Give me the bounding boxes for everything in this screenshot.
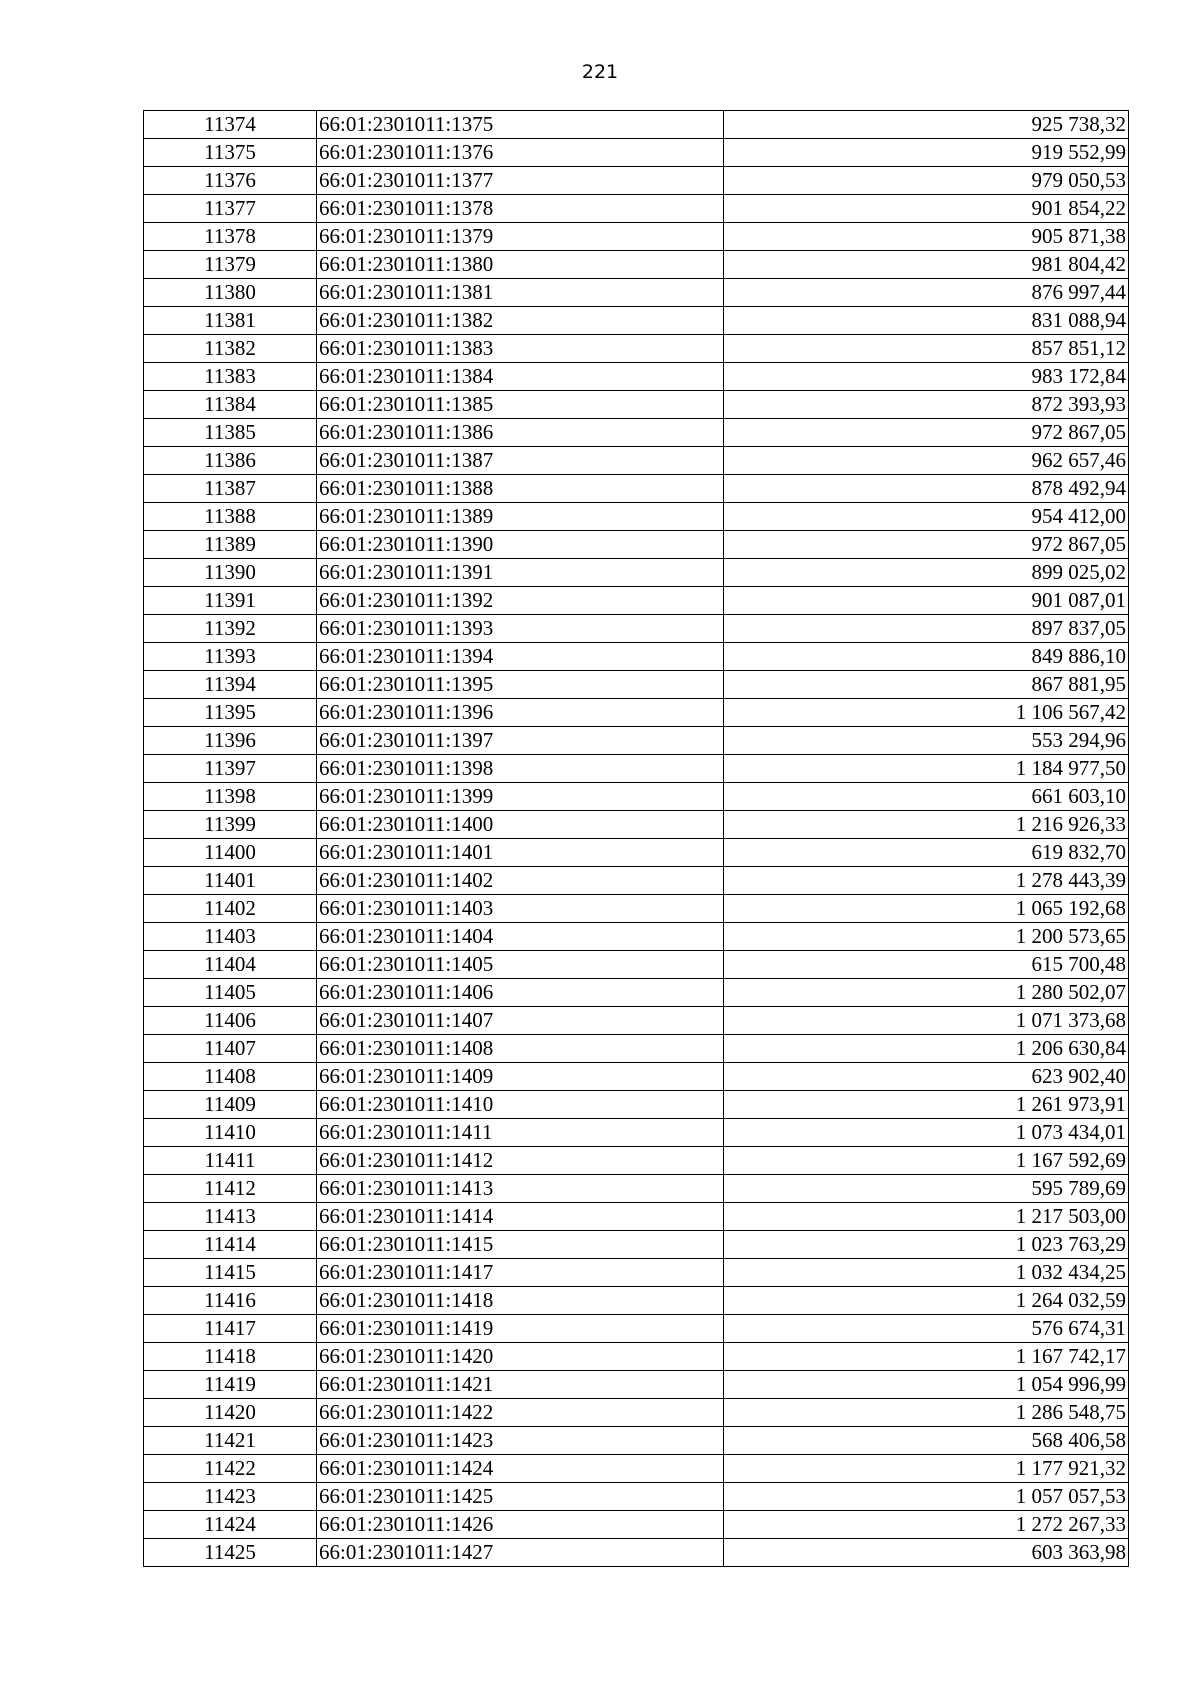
cadastral-number-cell: 66:01:2301011:1414 (317, 1203, 724, 1231)
table-row (144, 1147, 1129, 1175)
cadastral-value-cell: 1 217 503,00 (724, 1203, 1129, 1231)
cadastral-value-cell: 619 832,70 (724, 839, 1129, 867)
table-row (144, 111, 1129, 139)
page-number: 221 (581, 61, 619, 83)
row-number-cell: 11407 (144, 1035, 317, 1063)
cadastral-number-cell: 66:01:2301011:1386 (317, 419, 724, 447)
cadastral-value-cell: 1 184 977,50 (724, 755, 1129, 783)
cadastral-value-cell: 831 088,94 (724, 307, 1129, 335)
table-row (144, 1007, 1129, 1035)
cadastral-number-cell: 66:01:2301011:1403 (317, 895, 724, 923)
row-number-cell: 11400 (144, 839, 317, 867)
cadastral-value-cell: 553 294,96 (724, 727, 1129, 755)
cadastral-number-cell: 66:01:2301011:1422 (317, 1399, 724, 1427)
table-row (144, 979, 1129, 1007)
row-number-cell: 11401 (144, 867, 317, 895)
table-row (144, 447, 1129, 475)
cadastral-number-cell: 66:01:2301011:1392 (317, 587, 724, 615)
cadastral-number-cell: 66:01:2301011:1384 (317, 363, 724, 391)
row-number-cell: 11420 (144, 1399, 317, 1427)
table-row (144, 1371, 1129, 1399)
table-row (144, 1315, 1129, 1343)
cadastral-number-cell: 66:01:2301011:1418 (317, 1287, 724, 1315)
table-row (144, 1539, 1129, 1567)
cadastral-number-cell: 66:01:2301011:1394 (317, 643, 724, 671)
row-number-cell: 11376 (144, 167, 317, 195)
row-number-cell: 11386 (144, 447, 317, 475)
row-number-cell: 11374 (144, 111, 317, 139)
row-number-cell: 11383 (144, 363, 317, 391)
row-number-cell: 11394 (144, 671, 317, 699)
table-row (144, 391, 1129, 419)
cadastral-number-cell: 66:01:2301011:1389 (317, 503, 724, 531)
cadastral-value-cell: 867 881,95 (724, 671, 1129, 699)
cadastral-number-cell: 66:01:2301011:1406 (317, 979, 724, 1007)
table-row (144, 923, 1129, 951)
cadastral-value-cell: 954 412,00 (724, 503, 1129, 531)
cadastral-number-cell: 66:01:2301011:1402 (317, 867, 724, 895)
cadastral-value-cell: 981 804,42 (724, 251, 1129, 279)
cadastral-number-cell: 66:01:2301011:1420 (317, 1343, 724, 1371)
table-row (144, 531, 1129, 559)
cadastral-number-cell: 66:01:2301011:1391 (317, 559, 724, 587)
cadastral-number-cell: 66:01:2301011:1387 (317, 447, 724, 475)
row-number-cell: 11402 (144, 895, 317, 923)
table-row (144, 615, 1129, 643)
cadastral-value-cell: 849 886,10 (724, 643, 1129, 671)
table-row (144, 475, 1129, 503)
cadastral-number-cell: 66:01:2301011:1393 (317, 615, 724, 643)
table-row (144, 139, 1129, 167)
cadastral-number-cell: 66:01:2301011:1379 (317, 223, 724, 251)
cadastral-value-cell: 1 073 434,01 (724, 1119, 1129, 1147)
table-row (144, 223, 1129, 251)
cadastral-value-cell: 623 902,40 (724, 1063, 1129, 1091)
row-number-cell: 11379 (144, 251, 317, 279)
table-body (144, 111, 1129, 1567)
table-row (144, 587, 1129, 615)
cadastral-value-cell: 901 087,01 (724, 587, 1129, 615)
table-row (144, 867, 1129, 895)
cadastral-value-cell: 872 393,93 (724, 391, 1129, 419)
cadastral-value-cell: 962 657,46 (724, 447, 1129, 475)
cadastral-value-cell: 905 871,38 (724, 223, 1129, 251)
table-row (144, 335, 1129, 363)
cadastral-value-cell: 1 206 630,84 (724, 1035, 1129, 1063)
table-row (144, 363, 1129, 391)
cadastral-number-cell: 66:01:2301011:1377 (317, 167, 724, 195)
table-row (144, 1035, 1129, 1063)
cadastral-number-cell: 66:01:2301011:1380 (317, 251, 724, 279)
table-row (144, 1175, 1129, 1203)
table-row (144, 419, 1129, 447)
cadastral-value-cell: 1 272 267,33 (724, 1511, 1129, 1539)
row-number-cell: 11417 (144, 1315, 317, 1343)
table-row (144, 1231, 1129, 1259)
cadastral-value-cell: 897 837,05 (724, 615, 1129, 643)
cadastral-value-cell: 972 867,05 (724, 531, 1129, 559)
table-row (144, 1203, 1129, 1231)
table-row (144, 839, 1129, 867)
table-row (144, 279, 1129, 307)
row-number-cell: 11416 (144, 1287, 317, 1315)
row-number-cell: 11405 (144, 979, 317, 1007)
row-number-cell: 11381 (144, 307, 317, 335)
row-number-cell: 11378 (144, 223, 317, 251)
cadastral-value-cell: 1 261 973,91 (724, 1091, 1129, 1119)
cadastral-value-cell: 878 492,94 (724, 475, 1129, 503)
cadastral-number-cell: 66:01:2301011:1388 (317, 475, 724, 503)
table-row (144, 811, 1129, 839)
cadastral-value-cell: 876 997,44 (724, 279, 1129, 307)
cadastral-number-cell: 66:01:2301011:1383 (317, 335, 724, 363)
cadastral-value-cell: 857 851,12 (724, 335, 1129, 363)
row-number-cell: 11396 (144, 727, 317, 755)
cadastral-number-cell: 66:01:2301011:1407 (317, 1007, 724, 1035)
table-row (144, 559, 1129, 587)
cadastral-number-cell: 66:01:2301011:1423 (317, 1427, 724, 1455)
row-number-cell: 11423 (144, 1483, 317, 1511)
cadastral-number-cell: 66:01:2301011:1382 (317, 307, 724, 335)
row-number-cell: 11425 (144, 1539, 317, 1567)
cadastral-number-cell: 66:01:2301011:1404 (317, 923, 724, 951)
table-row (144, 167, 1129, 195)
cadastral-value-cell: 1 071 373,68 (724, 1007, 1129, 1035)
table-row (144, 1091, 1129, 1119)
row-number-cell: 11393 (144, 643, 317, 671)
cadastral-number-cell: 66:01:2301011:1410 (317, 1091, 724, 1119)
table-row (144, 1259, 1129, 1287)
table-row (144, 1511, 1129, 1539)
cadastral-value-cell: 603 363,98 (724, 1539, 1129, 1567)
table-row (144, 1427, 1129, 1455)
table-row (144, 699, 1129, 727)
row-number-cell: 11377 (144, 195, 317, 223)
cadastral-number-cell: 66:01:2301011:1405 (317, 951, 724, 979)
row-number-cell: 11388 (144, 503, 317, 531)
cadastral-number-cell: 66:01:2301011:1417 (317, 1259, 724, 1287)
table-row (144, 1287, 1129, 1315)
cadastral-number-cell: 66:01:2301011:1385 (317, 391, 724, 419)
cadastral-value-cell: 595 789,69 (724, 1175, 1129, 1203)
cadastral-number-cell: 66:01:2301011:1415 (317, 1231, 724, 1259)
cadastral-value-cell: 1 167 592,69 (724, 1147, 1129, 1175)
cadastral-number-cell: 66:01:2301011:1375 (317, 111, 724, 139)
row-number-cell: 11390 (144, 559, 317, 587)
table-row (144, 1483, 1129, 1511)
cadastral-number-cell: 66:01:2301011:1408 (317, 1035, 724, 1063)
row-number-cell: 11413 (144, 1203, 317, 1231)
cadastral-value-cell: 661 603,10 (724, 783, 1129, 811)
cadastral-value-cell: 1 280 502,07 (724, 979, 1129, 1007)
row-number-cell: 11422 (144, 1455, 317, 1483)
row-number-cell: 11399 (144, 811, 317, 839)
cadastral-number-cell: 66:01:2301011:1399 (317, 783, 724, 811)
row-number-cell: 11375 (144, 139, 317, 167)
row-number-cell: 11387 (144, 475, 317, 503)
cadastral-number-cell: 66:01:2301011:1397 (317, 727, 724, 755)
row-number-cell: 11411 (144, 1147, 317, 1175)
row-number-cell: 11380 (144, 279, 317, 307)
row-number-cell: 11412 (144, 1175, 317, 1203)
cadastral-value-cell: 1 065 192,68 (724, 895, 1129, 923)
row-number-cell: 11409 (144, 1091, 317, 1119)
cadastral-value-cell: 1 167 742,17 (724, 1343, 1129, 1371)
table-row (144, 671, 1129, 699)
row-number-cell: 11419 (144, 1371, 317, 1399)
cadastral-value-cell: 1 177 921,32 (724, 1455, 1129, 1483)
cadastral-value-cell: 1 216 926,33 (724, 811, 1129, 839)
cadastral-value-cell: 979 050,53 (724, 167, 1129, 195)
cadastral-value-cell: 1 286 548,75 (724, 1399, 1129, 1427)
table-row (144, 1119, 1129, 1147)
cadastral-value-cell: 901 854,22 (724, 195, 1129, 223)
cadastral-number-cell: 66:01:2301011:1413 (317, 1175, 724, 1203)
row-number-cell: 11424 (144, 1511, 317, 1539)
cadastral-value-cell: 576 674,31 (724, 1315, 1129, 1343)
row-number-cell: 11403 (144, 923, 317, 951)
table-row (144, 503, 1129, 531)
cadastral-number-cell: 66:01:2301011:1396 (317, 699, 724, 727)
row-number-cell: 11408 (144, 1063, 317, 1091)
table-row (144, 1399, 1129, 1427)
cadastral-value-cell: 1 057 057,53 (724, 1483, 1129, 1511)
table-row (144, 727, 1129, 755)
cadastral-value-cell: 983 172,84 (724, 363, 1129, 391)
table-row (144, 195, 1129, 223)
row-number-cell: 11415 (144, 1259, 317, 1287)
cadastral-number-cell: 66:01:2301011:1401 (317, 839, 724, 867)
cadastral-value-cell: 1 264 032,59 (724, 1287, 1129, 1315)
row-number-cell: 11391 (144, 587, 317, 615)
cadastral-value-cell: 615 700,48 (724, 951, 1129, 979)
table-row (144, 251, 1129, 279)
cadastral-number-cell: 66:01:2301011:1427 (317, 1539, 724, 1567)
cadastral-number-cell: 66:01:2301011:1411 (317, 1119, 724, 1147)
cadastral-value-table (143, 110, 1129, 1567)
row-number-cell: 11397 (144, 755, 317, 783)
cadastral-value-cell: 1 023 763,29 (724, 1231, 1129, 1259)
cadastral-number-cell: 66:01:2301011:1400 (317, 811, 724, 839)
cadastral-number-cell: 66:01:2301011:1381 (317, 279, 724, 307)
table-row (144, 1455, 1129, 1483)
cadastral-value-cell: 972 867,05 (724, 419, 1129, 447)
cadastral-value-cell: 899 025,02 (724, 559, 1129, 587)
row-number-cell: 11384 (144, 391, 317, 419)
cadastral-number-cell: 66:01:2301011:1390 (317, 531, 724, 559)
cadastral-number-cell: 66:01:2301011:1424 (317, 1455, 724, 1483)
row-number-cell: 11382 (144, 335, 317, 363)
row-number-cell: 11421 (144, 1427, 317, 1455)
cadastral-number-cell: 66:01:2301011:1419 (317, 1315, 724, 1343)
table-row (144, 895, 1129, 923)
table-row (144, 783, 1129, 811)
row-number-cell: 11404 (144, 951, 317, 979)
row-number-cell: 11414 (144, 1231, 317, 1259)
table-row (144, 1343, 1129, 1371)
cadastral-value-cell: 1 200 573,65 (724, 923, 1129, 951)
row-number-cell: 11406 (144, 1007, 317, 1035)
cadastral-value-cell: 919 552,99 (724, 139, 1129, 167)
cadastral-number-cell: 66:01:2301011:1376 (317, 139, 724, 167)
table-row (144, 643, 1129, 671)
cadastral-value-cell: 1 106 567,42 (724, 699, 1129, 727)
row-number-cell: 11392 (144, 615, 317, 643)
cadastral-number-cell: 66:01:2301011:1426 (317, 1511, 724, 1539)
row-number-cell: 11385 (144, 419, 317, 447)
row-number-cell: 11410 (144, 1119, 317, 1147)
cadastral-number-cell: 66:01:2301011:1421 (317, 1371, 724, 1399)
table-row (144, 1063, 1129, 1091)
row-number-cell: 11418 (144, 1343, 317, 1371)
cadastral-number-cell: 66:01:2301011:1378 (317, 195, 724, 223)
cadastral-number-cell: 66:01:2301011:1398 (317, 755, 724, 783)
cadastral-number-cell: 66:01:2301011:1409 (317, 1063, 724, 1091)
cadastral-value-cell: 568 406,58 (724, 1427, 1129, 1455)
row-number-cell: 11389 (144, 531, 317, 559)
cadastral-value-cell: 1 054 996,99 (724, 1371, 1129, 1399)
row-number-cell: 11395 (144, 699, 317, 727)
table-row (144, 755, 1129, 783)
cadastral-number-cell: 66:01:2301011:1412 (317, 1147, 724, 1175)
cadastral-value-cell: 925 738,32 (724, 111, 1129, 139)
table-row (144, 951, 1129, 979)
table-row (144, 307, 1129, 335)
row-number-cell: 11398 (144, 783, 317, 811)
cadastral-number-cell: 66:01:2301011:1425 (317, 1483, 724, 1511)
cadastral-value-cell: 1 278 443,39 (724, 867, 1129, 895)
cadastral-value-cell: 1 032 434,25 (724, 1259, 1129, 1287)
cadastral-number-cell: 66:01:2301011:1395 (317, 671, 724, 699)
